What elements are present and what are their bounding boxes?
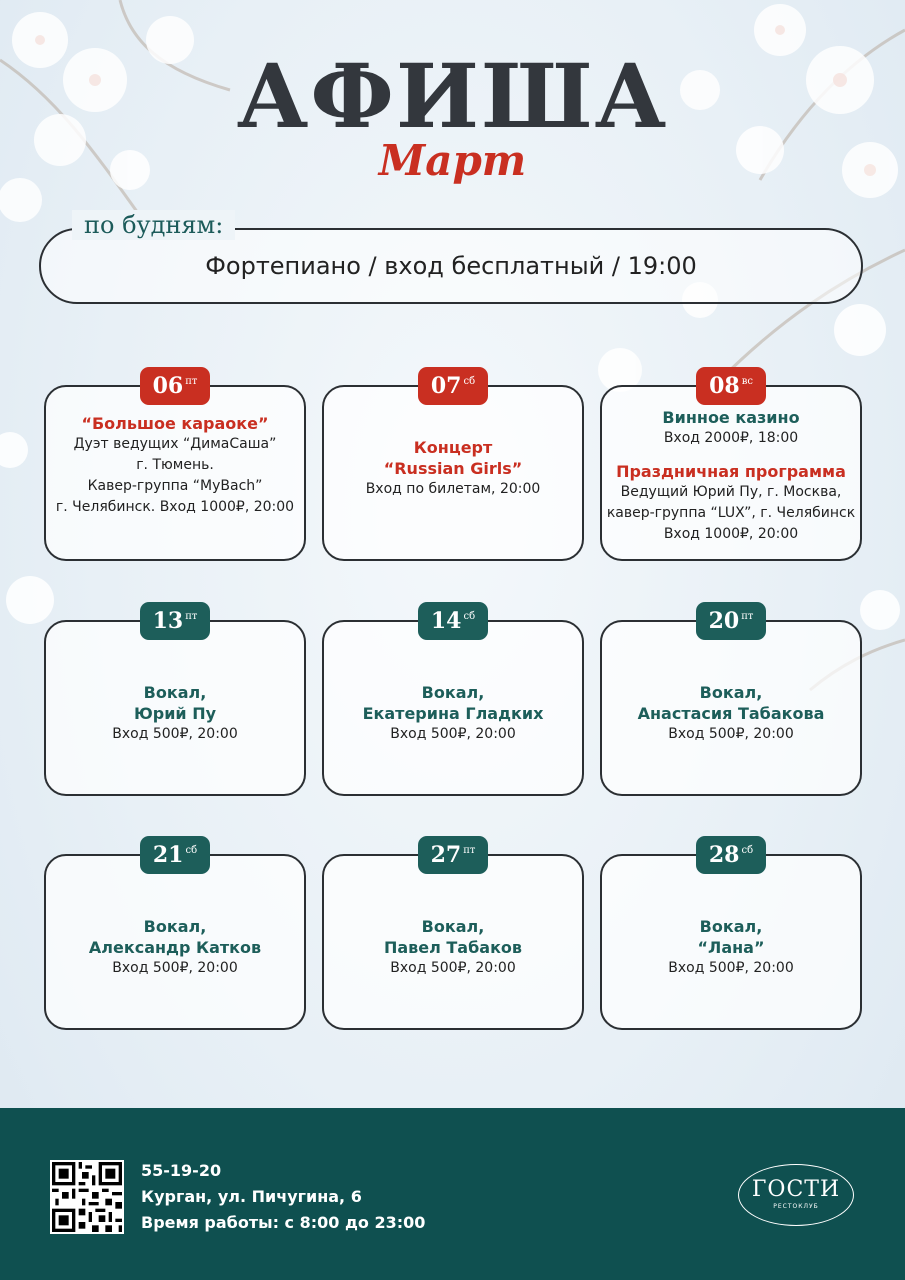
event-details [46,916,304,979]
event-title-line: “Большое караоке” [81,414,269,433]
event-info-line: кавер-группа “LUX”, г. Челябинск [606,505,856,521]
event-info-line: Ведущий Юрий Пу, г. Москва, [620,484,842,500]
event-title-line: Вокал, [699,683,763,702]
event-info-line: Вход 500₽, 20:00 [668,726,794,742]
event-details [324,916,582,979]
date-badge [140,367,210,405]
event-title-line: Вокал, [143,683,207,702]
event-title-line: Вокал, [421,917,485,936]
event-details [602,407,860,545]
event-card [322,608,584,796]
date-weekday: пт [741,611,754,622]
event-title-line: Вокал, [421,683,485,702]
date-badge [696,602,766,640]
working-hours: Время работы: с 8:00 до 23:00 [141,1213,426,1232]
brand-logo [738,1164,854,1226]
date-badge [418,367,488,405]
event-card [600,373,862,561]
event-title-line: Александр Катков [88,938,262,957]
event-title-line: “Russian Girls” [383,459,523,478]
event-details [324,682,582,745]
spacer [602,449,860,461]
date-weekday: пт [463,845,476,856]
logo-main-text: ГОСТИ [751,1177,841,1202]
date-weekday: пт [185,611,198,622]
date-weekday: сб [463,611,476,622]
date-badge [418,602,488,640]
date-weekday: сб [463,376,476,387]
date-weekday: сб [741,845,754,856]
weekday-text: Фортепиано / вход бесплатный / 19:00 [205,252,697,280]
date-day: 07 [430,373,462,399]
event-title-line: Екатерина Гладких [362,704,544,723]
event-card [600,842,862,1030]
footer [0,1108,905,1280]
event-info-line: Вход по билетам, 20:00 [365,481,541,497]
event-info-line: Вход 500₽, 20:00 [390,960,516,976]
event-info-line: Вход 500₽, 20:00 [668,960,794,976]
date-day: 08 [709,373,740,399]
event-card [44,608,306,796]
event-title-line: Праздничная программа [616,462,846,481]
date-badge [418,836,488,874]
date-badge [696,836,766,874]
date-day: 06 [152,373,184,399]
event-info-line: Вход 500₽, 20:00 [390,726,516,742]
event-title-line: Анастасия Табакова [637,704,825,723]
date-day: 14 [430,608,462,634]
address: Курган, ул. Пичугина, 6 [141,1187,362,1206]
event-title-line: Павел Табаков [383,938,523,957]
date-day: 21 [152,842,184,868]
event-info-line: Кавер-группа “MyBach” [87,478,263,494]
event-card [44,842,306,1030]
date-weekday: вс [741,376,753,387]
date-day: 27 [430,842,462,868]
month-subtitle: Март [378,136,527,185]
event-details [602,682,860,745]
event-card [44,373,306,561]
date-weekday: пт [185,376,198,387]
event-title-line: Концерт [413,438,493,457]
event-title-line: Юрий Пу [133,704,217,723]
date-weekday: сб [185,845,198,856]
event-card [600,608,862,796]
event-title-line: “Лана” [697,938,765,957]
event-info-line: г. Челябинск. Вход 1000₽, 20:00 [55,499,295,515]
event-info-line: Дуэт ведущих “ДимаСаша” [73,436,277,452]
event-details [602,916,860,979]
event-details [324,437,582,500]
event-info-line: Вход 500₽, 20:00 [112,726,238,742]
event-info-line: г. Тюмень. [136,457,214,473]
phone-number[interactable]: 55-19-20 [141,1161,222,1180]
event-details [46,682,304,745]
event-title-line: Винное казино [662,408,800,427]
logo-sub-text: РЕСТОКЛУБ [773,1203,819,1210]
date-badge [696,367,766,405]
event-info-line: Вход 2000₽, 18:00 [663,430,799,446]
contact-info [141,1158,425,1236]
event-info-line: Вход 1000₽, 20:00 [663,526,799,542]
date-day: 20 [708,608,740,634]
weekday-label: по будням: [72,210,235,240]
date-day: 28 [708,842,740,868]
event-title-line: Вокал, [699,917,763,936]
event-card [322,373,584,561]
qr-code-icon[interactable] [50,1160,124,1234]
event-card [322,842,584,1030]
date-badge [140,836,210,874]
event-title-line: Вокал, [143,917,207,936]
date-day: 13 [152,608,184,634]
event-details [46,413,304,518]
page-title: АФИША [236,44,669,148]
date-badge [140,602,210,640]
event-info-line: Вход 500₽, 20:00 [112,960,238,976]
